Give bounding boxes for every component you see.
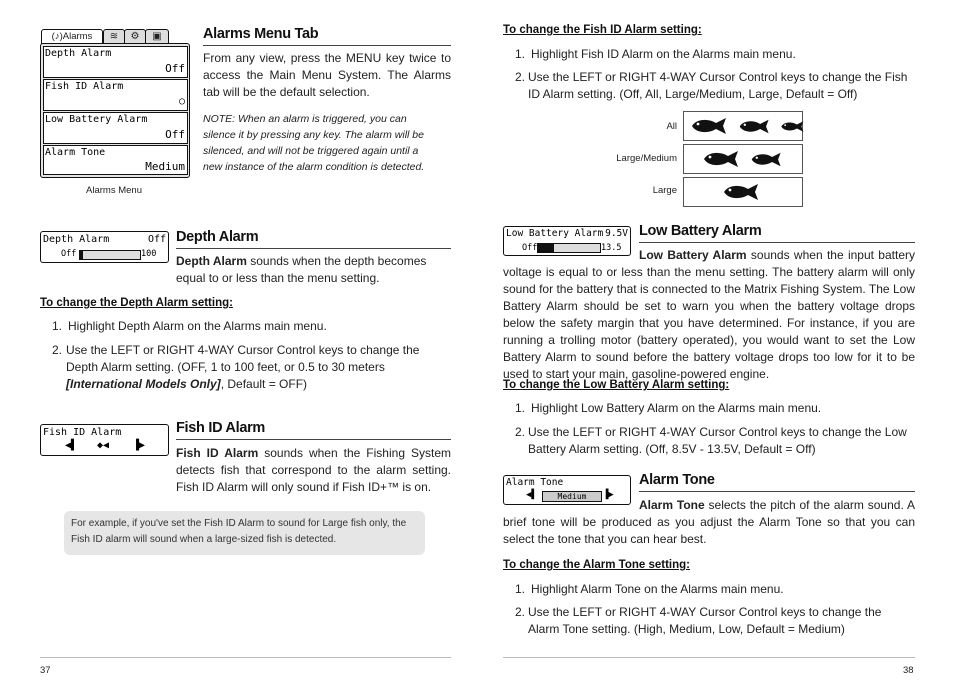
example-callout — [64, 511, 425, 555]
step-number: 1. — [515, 582, 526, 596]
battery-slider-max: 13.5 — [601, 243, 622, 253]
fish-icon — [722, 182, 762, 202]
alarm-item-label: Alarm Tone — [45, 147, 106, 158]
depth-slider-min: Off — [61, 249, 77, 259]
low-battery-body-bold: Low Battery Alarm — [639, 248, 747, 262]
alarm-item-value: Off — [165, 128, 185, 141]
depth-step-2 — [52, 342, 452, 393]
alarm-item-label: Depth Alarm — [45, 48, 112, 59]
alarms-menu-caption: Alarms Menu — [86, 185, 142, 196]
fish-icon — [780, 120, 806, 133]
alarms-menu-tab-heading: Alarms Menu Tab — [203, 26, 319, 42]
depth-slider-max: 100 — [141, 249, 157, 259]
right-arrow-icon[interactable]: ▐▶ — [133, 440, 146, 451]
bell-icon: (♪) — [51, 31, 63, 42]
alarm-item-low-battery[interactable] — [43, 112, 188, 144]
alarm-silence-note: NOTE: When an alarm is triggered, you can silence it by pressing any key. The alarm will be silenced, and will not be triggered again until a new instance of the alarm condition is detected. — [203, 113, 425, 173]
fish-step-1 — [515, 46, 915, 63]
step-text: Highlight Fish ID Alarm on the Alarms main menu. — [531, 47, 796, 61]
step-text: Use the LEFT or RIGHT 4-WAY Cursor Control keys to change the Depth Alarm setting. (OFF, 1 to 100 feet, or 0.5 to 30 meters — [66, 343, 420, 374]
depth-alarm-lcd — [40, 231, 169, 263]
fish-icon — [750, 151, 784, 168]
alarm-item-depth[interactable] — [43, 46, 188, 78]
step-number: 2. — [515, 425, 526, 439]
step-text: Use the LEFT or RIGHT 4-WAY Cursor Control keys to change the Low Battery Alarm setting. (Off, 8.5V - 13.5V, Default = Off) — [528, 425, 907, 456]
example-text: For example, if you've set the Fish ID Alarm to sound for Large fish only, the Fish ID alarm will sound when a large-sized fish is detected. — [71, 518, 407, 545]
sonar-tab-icon: ≋ — [103, 29, 125, 45]
step-number: 2. — [52, 343, 63, 357]
depth-alarm-body-text: sounds when the depth becomes equal to or less than the menu setting. — [176, 254, 427, 285]
alarm-item-value: Off — [165, 62, 185, 75]
alarm-item-label: Low Battery Alarm — [45, 114, 148, 125]
fish-id-procedure-title: To change the Fish ID Alarm setting: — [503, 24, 702, 36]
alarm-item-value: Medium — [145, 160, 185, 173]
step-number: 1. — [515, 47, 526, 61]
low-battery-procedure-title: To change the Low Battery Alarm setting: — [503, 379, 730, 391]
fish-id-body — [176, 445, 451, 496]
low-battery-heading: Low Battery Alarm — [639, 223, 762, 239]
depth-alarm-lcd-value: Off — [147, 234, 166, 245]
page-number-right: 38 — [903, 665, 914, 676]
fish-icon — [702, 149, 742, 169]
step-text-tail: , Default = OFF) — [220, 377, 308, 391]
depth-slider[interactable] — [79, 250, 141, 260]
page-number-left: 37 — [40, 665, 51, 676]
step-number: 1. — [515, 401, 526, 415]
fish-id-lcd-label: Fish ID Alarm — [43, 427, 122, 438]
fish-option-large — [683, 177, 803, 207]
battery-step-2 — [515, 424, 915, 458]
step-text: Highlight Alarm Tone on the Alarms main menu. — [531, 582, 784, 596]
depth-alarm-lcd-label: Depth Alarm — [43, 234, 110, 245]
left-arrow-icon[interactable]: ◀▌ — [65, 440, 78, 451]
fish-step-2 — [515, 69, 915, 103]
depth-alarm-body-bold: Depth Alarm — [176, 254, 247, 268]
depth-alarm-body — [176, 253, 451, 287]
alarm-tone-heading: Alarm Tone — [639, 472, 715, 488]
alarm-item-tone[interactable] — [43, 145, 188, 175]
step-text: Use the LEFT or RIGHT 4-WAY Cursor Control keys to change the Fish ID Alarm setting. (Off, All, Large/Medium, Large, Default = Off) — [528, 70, 908, 101]
depth-procedure-title: To change the Depth Alarm setting: — [40, 297, 233, 309]
right-arrow-icon[interactable]: ▐▶ — [603, 490, 614, 500]
low-battery-body — [503, 247, 915, 383]
alarm-tone-body-bold: Alarm Tone — [639, 498, 705, 512]
tone-step-1 — [515, 581, 915, 598]
alarm-tone-procedure-title: To change the Alarm Tone setting: — [503, 559, 690, 571]
step-number: 2. — [515, 605, 526, 619]
left-arrow-icon[interactable]: ◀▌ — [526, 490, 537, 500]
alarm-item-fish-id[interactable] — [43, 79, 188, 111]
accessory-tab-icon: ▣ — [145, 29, 169, 45]
tone-step-2 — [515, 604, 915, 638]
fish-icon — [690, 116, 730, 136]
fish-id-heading: Fish ID Alarm — [176, 420, 266, 436]
step-text-emphasis: [International Models Only] — [66, 377, 221, 391]
fish-option-all — [683, 111, 803, 141]
fish-option-label-all: All — [666, 121, 677, 132]
alarm-item-label: Fish ID Alarm — [45, 81, 124, 92]
fish-icon — [738, 118, 772, 135]
fish-option-large-medium — [683, 144, 803, 174]
alarm-tone-body-text: selects the pitch of the alarm sound. A brief tone will be produced as you adjust the Alarm Tone so that you can select the tone that you can hear best. — [503, 498, 915, 546]
alarms-list — [40, 43, 190, 178]
depth-step-1 — [52, 318, 452, 335]
low-battery-body-text: sounds when the input battery voltage is equal to or less than the menu setting. The battery alarm will only sound for the battery that is connected to the Matrix Fishing System. The Low Battery Alarm should be set to warn you when the battery voltage drops below the safety margin that you have determined. For instance, if you are running a trolling motor (battery operated), you would want to set the Low Battery Alarm to sound before the battery voltage drops too low for it to be used to start your main, gasoline-powered engine. — [503, 248, 915, 381]
fish-id-lcd — [40, 424, 169, 456]
fish-setting-icon: ○ — [178, 96, 185, 107]
step-number: 1. — [52, 319, 63, 333]
low-battery-lcd-label: Low Battery Alarm — [506, 228, 604, 239]
setup-tab-icon: ⚙ — [124, 29, 146, 45]
fish-id-body-text: sounds when the Fishing System detects fish that correspond to the alarm setting. Fish ID Alarm will only sound if Fish ID+™ is on. — [176, 446, 452, 494]
step-text: Highlight Low Battery Alarm on the Alarms main menu. — [531, 401, 822, 415]
step-text: Highlight Depth Alarm on the Alarms main menu. — [68, 319, 327, 333]
fish-option-label-large-medium: Large/Medium — [616, 153, 677, 164]
alarm-tone-lcd-label: Alarm Tone — [506, 477, 564, 488]
depth-slider-thumb[interactable] — [80, 251, 83, 259]
fish-icon: ◆◀ — [97, 440, 110, 451]
step-number: 2. — [515, 70, 526, 84]
alarm-tone-value-box[interactable]: Medium — [542, 491, 602, 502]
fish-id-body-bold: Fish ID Alarm — [176, 446, 259, 460]
alarms-tab-label: Alarms — [62, 31, 93, 42]
fish-option-label-large: Large — [652, 185, 677, 196]
alarms-menu-tab-body: From any view, press the MENU key twice to access the Main Menu System. The Alarms tab will be the default selection. — [203, 51, 451, 99]
depth-alarm-heading: Depth Alarm — [176, 229, 259, 245]
battery-slider-min: Off — [522, 243, 538, 253]
battery-step-1 — [515, 400, 915, 417]
low-battery-lcd-value: 9.5V — [605, 228, 628, 239]
alarm-tone-body — [503, 497, 915, 548]
step-text: Use the LEFT or RIGHT 4-WAY Cursor Control keys to change the Alarm Tone setting. (High, Medium, Low, Default = Medium) — [528, 605, 882, 636]
